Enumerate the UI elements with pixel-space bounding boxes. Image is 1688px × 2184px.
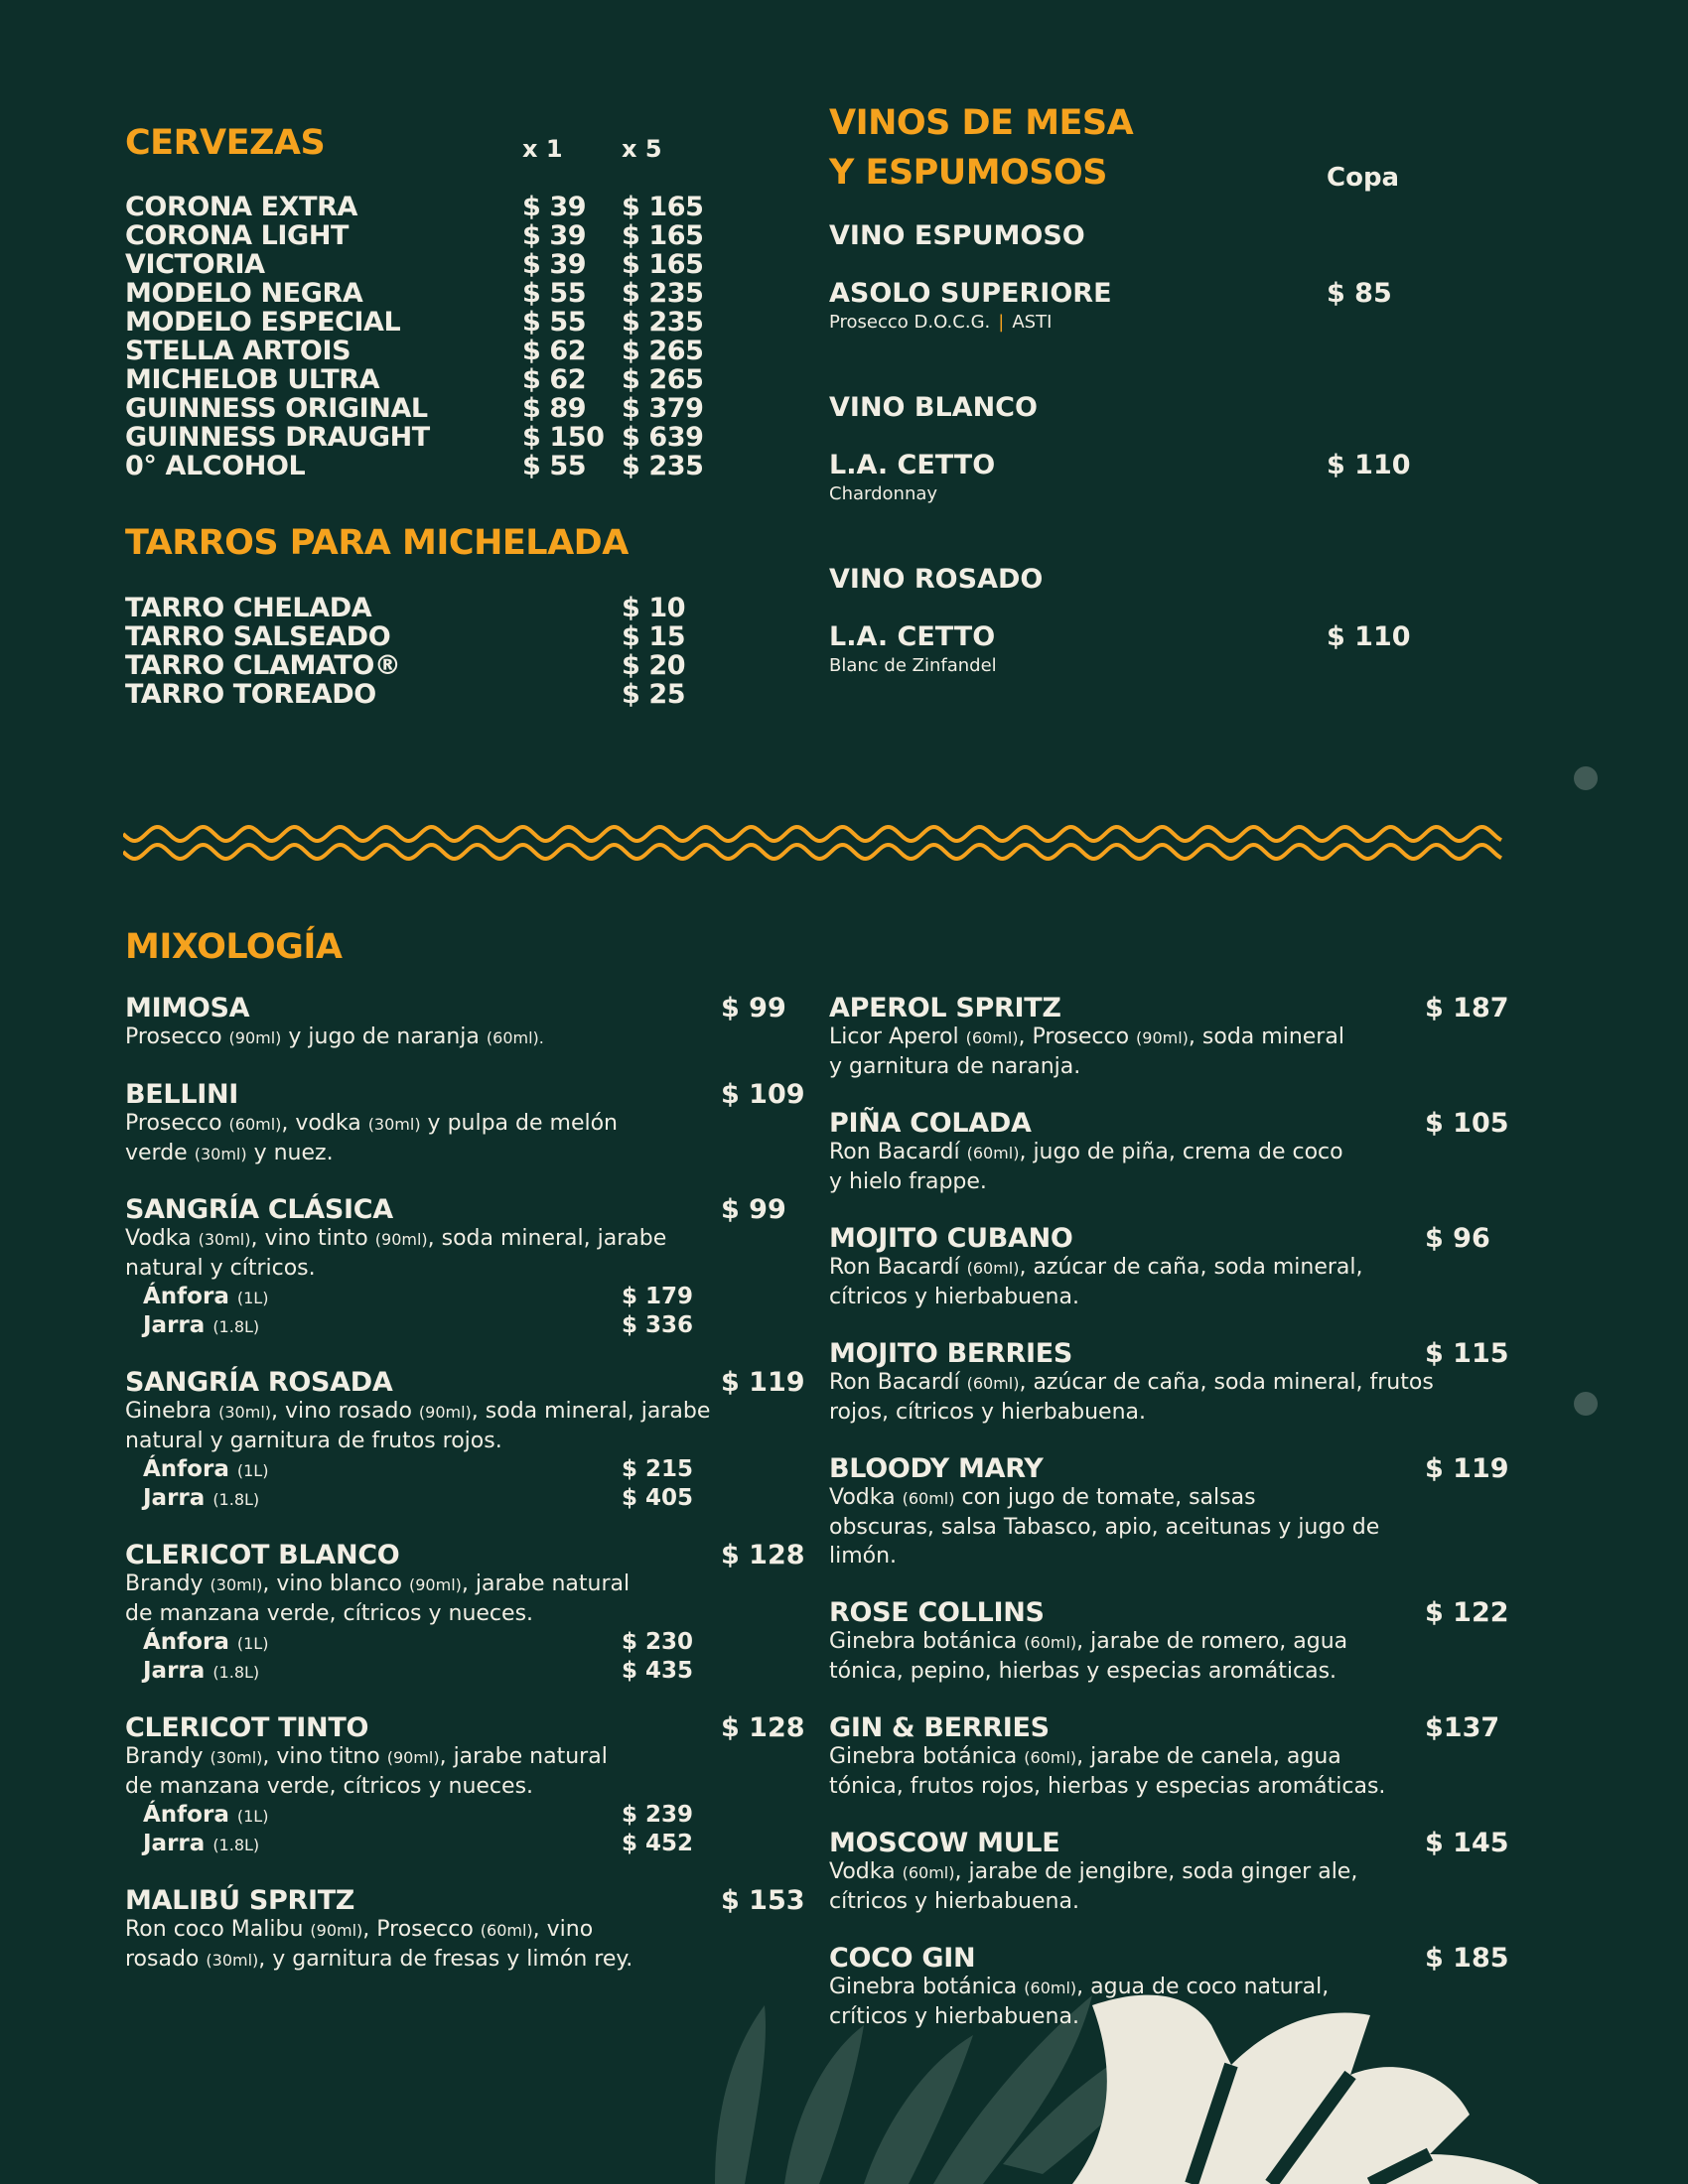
drink-volume: (60ml) [965,1028,1019,1047]
vinos-col-copa: Copa [1327,163,1400,193]
drink-volume: (60ml). [486,1028,544,1047]
drink-price: $ 99 [721,993,786,1024]
drink-details [125,1742,694,1858]
drink-description-line [829,1398,1434,1427]
beer-price-x1: $ 150 [522,422,605,453]
serving-size-volume: (1.8L) [212,1490,260,1509]
serving-size-volume: (1L) [236,1807,269,1826]
drink-text: Ginebra botánica [829,1629,1025,1654]
drink-text: , vino titno [262,1744,387,1769]
drink-volume: (60ml) [966,1374,1020,1393]
drink-text: de manzana verde, cítricos y nueces. [125,1601,534,1626]
wine-name: L.A. CETTO [829,621,996,652]
serving-size-name: Ánfora [143,1284,229,1309]
drink-price: $ 99 [721,1194,786,1225]
serving-size-row [125,1628,694,1657]
drink-volume: (30ml) [198,1230,251,1249]
cervezas-title: CERVEZAS [125,123,326,163]
drink-text: , jarabe natural [439,1744,608,1769]
beer-price-x1: $ 55 [522,278,587,309]
serving-size-row [125,1311,694,1340]
wine-desc-region: ASTI [1012,312,1053,333]
drink-name: MOJITO BERRIES [829,1338,1073,1369]
drink-description-line [829,1483,1379,1513]
drink-description-line [829,1742,1385,1772]
drink-description-line [829,1253,1363,1283]
drink-text: rojos, cítricos y hierbabuena. [829,1400,1146,1425]
drink-name: BLOODY MARY [829,1453,1044,1484]
beer-row [125,394,721,423]
serving-size-name: Jarra [143,1658,206,1684]
serving-size-label [143,1657,259,1687]
drink-price: $ 119 [721,1367,805,1398]
serving-size-label [143,1830,259,1859]
drink-text: y nuez. [246,1141,334,1165]
drink-details [125,1915,633,1975]
serving-size-row [125,1484,710,1513]
wine-desc-text: Blanc de Zinfandel [829,655,997,676]
drink-name: ROSE COLLINS [829,1597,1045,1628]
drink-description-line [829,1052,1344,1081]
drink-price: $ 153 [721,1885,805,1916]
drink-description-line [125,1254,666,1283]
drink-price: $ 128 [721,1540,805,1570]
drink-description-line [125,1945,633,1975]
drink-text: y hielo frappe. [829,1169,987,1194]
drink-volume: (90ml) [310,1921,363,1940]
drink-name: MIMOSA [125,993,250,1024]
drink-details [829,1368,1434,1427]
serving-size-volume: (1L) [236,1289,269,1307]
drink-price: $ 185 [1425,1943,1509,1974]
serving-size-label [143,1801,268,1831]
drink-description-line [829,1368,1434,1398]
serving-size-volume: (1L) [236,1634,269,1653]
beer-row [125,337,721,365]
drink-volume: (60ml) [966,1259,1020,1278]
beer-name: 0° ALCOHOL [125,451,306,481]
wine-description [829,312,1052,333]
wine-desc-separator: | [998,312,1005,333]
drink-text: , vino rosado [271,1399,419,1424]
vinos-title-line2: Y ESPUMOSOS [829,153,1107,193]
drink-name: SANGRÍA CLÁSICA [125,1194,393,1225]
drink-volume: (30ml) [210,1748,263,1767]
beer-price-x1: $ 89 [522,393,587,424]
drink-text: , vino [532,1917,594,1942]
drink-name: CLERICOT TINTO [125,1712,369,1743]
beer-price-x5: $ 165 [622,249,704,280]
wine-description [829,483,937,504]
drink-volume: (90ml) [418,1403,472,1422]
beer-row [125,221,721,250]
drink-text: Ron Bacardí [829,1370,967,1395]
drink-description-line [829,1542,1379,1570]
drink-text: , soda mineral, jarabe [427,1226,667,1251]
serving-size-label [143,1628,268,1658]
beer-price-x5: $ 265 [622,364,704,395]
drink-description-line [829,1283,1363,1311]
drink-price: $ 96 [1425,1223,1490,1254]
drink-text: tónica, frutos rojos, hierbas y especias aromáticas. [829,1774,1386,1799]
wave-divider [123,822,1503,868]
tarro-name: TARRO CLAMATO® [125,650,401,681]
drink-text: Ron Bacardí [829,1140,967,1164]
serving-size-price: $ 215 [622,1456,694,1482]
serving-size-volume: (1.8L) [212,1836,260,1854]
serving-size-row [125,1801,694,1830]
decor-dot [1574,766,1598,790]
beer-row [125,452,721,480]
drink-description-line [829,1627,1347,1657]
drink-details [829,1253,1363,1311]
drink-text: Brandy [125,1744,211,1769]
drink-details [829,1627,1347,1686]
drink-description-line [829,1167,1343,1196]
drink-description-line [829,1023,1344,1052]
drink-price: $137 [1425,1712,1500,1743]
drink-text: críticos y hierbabuena. [829,2004,1079,2029]
wine-name: L.A. CETTO [829,450,996,480]
drink-text: con jugo de tomate, salsas [954,1485,1256,1510]
serving-size-price: $ 452 [622,1831,694,1856]
serving-size-name: Ánfora [143,1802,229,1828]
wine-price: $ 110 [1327,621,1411,652]
drink-description-line [125,1772,608,1801]
drink-description-line [829,2002,1329,2031]
drink-description-line [125,1570,630,1599]
wine-price: $ 85 [1327,278,1392,309]
drink-volume: (60ml) [1024,1979,1077,1997]
wine-desc-text: Prosecco D.O.C.G. [829,312,991,333]
drink-text: , jarabe de romero, agua [1076,1629,1348,1654]
tarro-name: TARRO CHELADA [125,593,372,623]
drink-name: PIÑA COLADA [829,1108,1032,1139]
wine-category: VINO ESPUMOSO [829,220,1085,251]
serving-size-price: $ 230 [622,1629,694,1655]
drink-name: COCO GIN [829,1943,976,1974]
beer-price-x5: $ 235 [622,278,704,309]
drink-name: SANGRÍA ROSADA [125,1367,393,1398]
serving-size-row [125,1455,710,1484]
wave-line [123,845,1501,859]
drink-text: , jarabe natural [461,1571,631,1596]
drink-text: de manzana verde, cítricos y nueces. [125,1774,534,1799]
serving-size-row [125,1283,694,1311]
serving-size-volume: (1.8L) [212,1317,260,1336]
tarro-price: $ 25 [622,679,686,710]
drink-details [125,1023,544,1052]
drink-details [829,1973,1329,2031]
wine-description [829,655,997,676]
drink-volume: (90ml) [386,1748,440,1767]
tarro-row [125,651,721,680]
drink-price: $ 145 [1425,1828,1509,1858]
beer-price-x1: $ 55 [522,451,587,481]
drink-text: y jugo de naranja [281,1024,487,1049]
drink-volume: (30ml) [194,1145,247,1163]
beer-row [125,308,721,337]
drink-text: , jarabe de canela, agua [1076,1744,1341,1769]
beer-name: MODELO ESPECIAL [125,307,401,338]
beer-name: MICHELOB ULTRA [125,364,380,395]
drink-description-line [125,1109,618,1139]
drink-description-line [125,1224,666,1254]
drink-details [829,1483,1379,1570]
drink-price: $ 122 [1425,1597,1509,1628]
drink-text: , y garnitura de fresas y limón rey. [258,1947,633,1972]
tarro-name: TARRO SALSEADO [125,621,391,652]
drink-details [125,1109,618,1168]
drink-text: verde [125,1141,195,1165]
drink-volume: (90ml) [1136,1028,1189,1047]
drink-text: Vodka [829,1859,903,1884]
drink-text: Brandy [125,1571,211,1596]
drink-text: Ron Bacardí [829,1255,967,1280]
serving-size-volume: (1L) [236,1461,269,1480]
serving-size-price: $ 239 [622,1802,694,1828]
drink-name: MOJITO CUBANO [829,1223,1073,1254]
tarro-price: $ 10 [622,593,686,623]
serving-size-row [125,1657,694,1686]
serving-size-price: $ 336 [622,1312,694,1338]
serving-size-name: Jarra [143,1831,206,1856]
drink-text: , vodka [281,1111,368,1136]
drink-description-line [829,1857,1357,1887]
tarro-price: $ 15 [622,621,686,652]
drink-volume: (60ml) [966,1144,1020,1162]
wine-category: VINO ROSADO [829,564,1044,595]
wine-category: VINO BLANCO [829,392,1038,423]
drink-description-line [829,1657,1347,1686]
serving-size-price: $ 435 [622,1658,694,1684]
drink-volume: (60ml) [902,1489,955,1508]
beer-price-x5: $ 235 [622,451,704,481]
beer-row [125,279,721,308]
serving-size-label [143,1283,268,1312]
beer-price-x1: $ 39 [522,192,587,222]
serving-size-volume: (1.8L) [212,1663,260,1682]
serving-size-label [143,1484,259,1514]
drink-volume: (90ml) [228,1028,282,1047]
tarro-row [125,594,721,622]
wine-name: ASOLO SUPERIORE [829,278,1112,309]
drink-text: tónica, pepino, hierbas y especias aromáticas. [829,1659,1337,1684]
drink-text: y garnitura de naranja. [829,1054,1081,1079]
drink-text: limón. [829,1544,898,1569]
drink-description-line [125,1742,608,1772]
beer-price-x5: $ 235 [622,307,704,338]
drink-text: , soda mineral, jarabe [471,1399,711,1424]
serving-size-name: Ánfora [143,1456,229,1482]
drink-text: Ron coco Malibu [125,1917,311,1942]
drink-name: APEROL SPRITZ [829,993,1061,1024]
drink-description-line [829,1887,1357,1916]
drink-text: Licor Aperol [829,1024,966,1049]
drink-volume: (60ml) [228,1115,282,1134]
drink-text: cítricos y hierbabuena. [829,1285,1079,1309]
wine-price: $ 110 [1327,450,1411,480]
serving-size-label [143,1311,259,1341]
cervezas-col-x1: x 1 [522,135,563,163]
drink-description-line [125,1139,618,1168]
drink-details [125,1397,710,1513]
drink-volume: (30ml) [210,1575,263,1594]
vinos-title-line1: VINOS DE MESA [829,103,1134,143]
drink-price: $ 115 [1425,1338,1509,1369]
drink-volume: (90ml) [374,1230,428,1249]
beer-price-x1: $ 55 [522,307,587,338]
drink-volume: (30ml) [206,1951,259,1970]
drink-price: $ 187 [1425,993,1509,1024]
drink-description-line [125,1397,710,1427]
drink-price: $ 119 [1425,1453,1509,1484]
serving-size-price: $ 405 [622,1485,694,1511]
drink-description-line [829,1138,1343,1167]
drink-details [829,1742,1385,1801]
tarro-row [125,622,721,651]
drink-text: obscuras, salsa Tabasco, apio, aceitunas y jugo de [829,1515,1380,1540]
drink-details [125,1224,694,1340]
beer-price-x1: $ 62 [522,336,587,366]
drink-volume: (30ml) [218,1403,271,1422]
beer-price-x5: $ 165 [622,192,704,222]
serving-size-row [125,1830,694,1858]
drink-text: Ginebra botánica [829,1744,1025,1769]
beer-row [125,193,721,221]
drink-text: , jugo de piña, crema de coco [1019,1140,1343,1164]
beer-name: GUINNESS ORIGINAL [125,393,428,424]
beer-price-x5: $ 265 [622,336,704,366]
beer-price-x5: $ 379 [622,393,704,424]
drink-description-line [829,1973,1329,2002]
beer-row [125,423,721,452]
serving-size-name: Ánfora [143,1629,229,1655]
cervezas-col-x5: x 5 [622,135,662,163]
drink-name: GIN & BERRIES [829,1712,1050,1743]
tarros-title: TARROS PARA MICHELADA [125,523,629,563]
beer-price-x1: $ 39 [522,220,587,251]
tarros-list [125,594,721,709]
beer-name: VICTORIA [125,249,265,280]
serving-size-name: Jarra [143,1312,206,1338]
drink-text: , soda mineral [1188,1024,1344,1049]
beer-row [125,365,721,394]
decor-dot [1574,1392,1598,1416]
drink-name: CLERICOT BLANCO [125,1540,400,1570]
drink-volume: (60ml) [902,1863,955,1882]
drink-text: , azúcar de caña, soda mineral, [1019,1255,1363,1280]
beer-name: CORONA EXTRA [125,192,357,222]
drink-text: Ginebra [125,1399,219,1424]
beer-name: GUINNESS DRAUGHT [125,422,430,453]
drink-volume: (60ml) [480,1921,533,1940]
tarro-name: TARRO TOREADO [125,679,376,710]
drink-details [829,1138,1343,1196]
drink-description-line [125,1915,633,1945]
drink-text: y pulpa de melón [420,1111,619,1136]
drink-description-line [829,1772,1385,1801]
drink-price: $ 105 [1425,1108,1509,1139]
beer-name: MODELO NEGRA [125,278,363,309]
mixologia-title: MIXOLOGÍA [125,927,343,967]
drink-text: rosado [125,1947,207,1972]
beer-name: CORONA LIGHT [125,220,350,251]
drink-text: Vodka [829,1485,903,1510]
drink-text: natural y cítricos. [125,1256,316,1281]
drink-details [125,1570,694,1686]
drink-name: BELLINI [125,1079,239,1110]
wave-line [123,827,1501,841]
drink-text: Prosecco [125,1024,229,1049]
beer-price-x5: $ 639 [622,422,704,453]
beer-price-x5: $ 165 [622,220,704,251]
drink-text: , vino blanco [262,1571,409,1596]
wine-desc-text: Chardonnay [829,483,938,504]
drink-volume: (60ml) [1024,1633,1077,1652]
drink-text: , vino tinto [250,1226,375,1251]
drink-description-line [125,1427,710,1455]
drink-price: $ 109 [721,1079,805,1110]
serving-size-name: Jarra [143,1485,206,1511]
drink-details [829,1857,1357,1916]
tarro-price: $ 20 [622,650,686,681]
drink-text: natural y garnitura de frutos rojos. [125,1429,502,1453]
beer-price-x1: $ 62 [522,364,587,395]
serving-size-label [143,1455,268,1485]
drink-name: MALIBÚ SPRITZ [125,1885,355,1916]
drink-description-line [829,1513,1379,1542]
drink-description-line [125,1599,630,1628]
drink-text: , azúcar de caña, soda mineral, frutos [1019,1370,1434,1395]
beer-row [125,250,721,279]
drink-volume: (30ml) [367,1115,421,1134]
drink-text: Vodka [125,1226,199,1251]
drink-text: , jarabe de jengibre, soda ginger ale, [954,1859,1358,1884]
cervezas-list [125,193,721,480]
drink-description-line [125,1023,544,1052]
beer-price-x1: $ 39 [522,249,587,280]
drink-price: $ 128 [721,1712,805,1743]
drink-text: Prosecco [125,1111,229,1136]
drink-text: , Prosecco [1018,1024,1137,1049]
drink-text: Ginebra botánica [829,1975,1025,1999]
drink-name: MOSCOW MULE [829,1828,1060,1858]
drink-text: , Prosecco [362,1917,481,1942]
drink-volume: (60ml) [1024,1748,1077,1767]
drink-volume: (90ml) [409,1575,462,1594]
serving-size-price: $ 179 [622,1284,694,1309]
drink-text: cítricos y hierbabuena. [829,1889,1079,1914]
beer-name: STELLA ARTOIS [125,336,352,366]
tarro-row [125,680,721,709]
drink-details [829,1023,1344,1081]
drink-text: , agua de coco natural, [1076,1975,1330,1999]
